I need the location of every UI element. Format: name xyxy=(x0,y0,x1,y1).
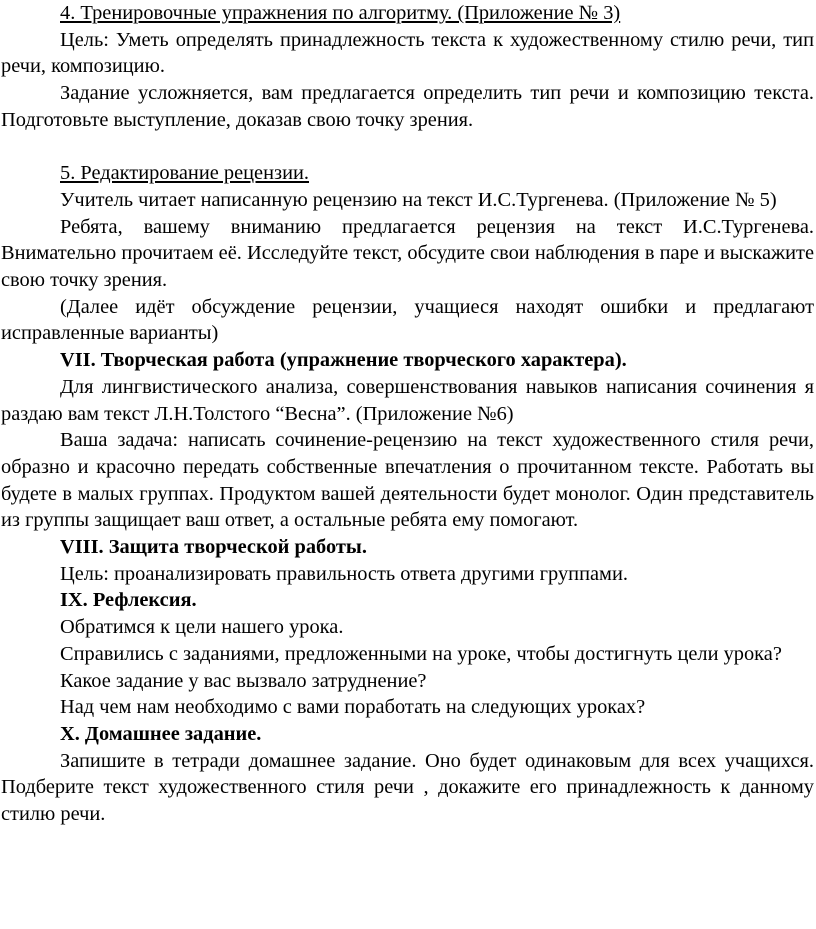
section-7-para-2: Ваша задача: написать сочинение-рецензию на текст художественного стиля речи, образно и красочно передать собственные впечатления о прочитанном тексте. Работать вы будете в малых группах. Продуктом вашей деятельности будет монолог. Один представитель из группы защищает ваш ответ, а остальные ребята ему помогают. xyxy=(1,429,814,532)
section-4-task: Задание усложняется, вам предлагается определить тип речи и композицию текста. Подготовьте выступление, доказав свою точку зрения. xyxy=(1,82,814,131)
section-10-text: Запишите в тетради домашнее задание. Оно будет одинаковым для всех учащихся. Подберите текст художественного стиля речи , докажите его принадлежность к данному стилю речи. xyxy=(1,749,814,826)
section-5-heading xyxy=(1,160,814,187)
section-8-goal: Цель: проанализировать правильность ответа другими группами. xyxy=(60,562,628,585)
section-9-line-4: Над чем нам необходимо с вами поработать на следующих уроках? xyxy=(60,696,646,719)
section-9-line-1: Обратимся к цели нашего урока. xyxy=(60,616,344,639)
section-9-line-3: Какое задание у вас вызвало затруднение? xyxy=(60,669,427,692)
section-5-pupils: Ребята, вашему вниманию предлагается рецензия на текст И.С.Тургенева. Внимательно прочитаем её. Исследуйте текст, обсудите свои наблюдения в паре и выскажите свою точку зрения. xyxy=(1,215,814,292)
section-9-heading: IX. Рефлексия. xyxy=(60,589,197,612)
section-5-heading-text: 5. Редактирование рецензии. xyxy=(60,162,309,185)
section-7-heading: VII. Творческая работа (упражнение творческого характера). xyxy=(60,349,627,372)
section-4-heading xyxy=(1,0,814,27)
section-8-heading: VIII. Защита творческой работы. xyxy=(60,536,367,559)
section-5-teacher: Учитель читает написанную рецензию на текст И.С.Тургенева. (Приложение № 5) xyxy=(60,188,777,211)
section-4-heading-text: 4. Тренировочные упражнения по алгоритму. (Приложение № 3) xyxy=(60,2,621,24)
section-10-heading: X. Домашнее задание. xyxy=(60,722,262,745)
section-4-goal: Цель: Уметь определять принадлежность текста к художественному стилю речи, тип речи, композицию. xyxy=(1,28,814,78)
section-9-line-2: Справились с заданиями, предложенными на уроке, чтобы достигнуть цели урока? xyxy=(60,642,782,665)
section-5-discussion: (Далее идёт обсуждение рецензии, учащиеся находят ошибки и предлагают исправленные варианты) xyxy=(1,295,814,345)
section-7-para-1: Для лингвистического анализа, совершенствования навыков написания сочинения я раздаю вам текст Л.Н.Толстого “Весна”. (Приложение №6) xyxy=(1,375,814,425)
paragraph-gap xyxy=(1,134,814,161)
